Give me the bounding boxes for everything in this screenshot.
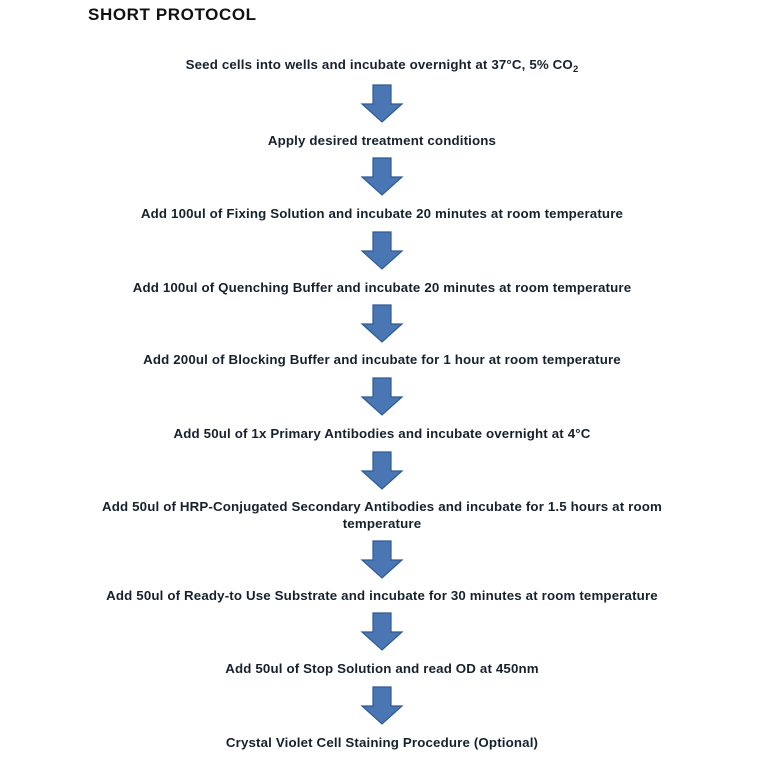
flow-step-text: Add 50ul of Stop Solution and read OD at 450nm xyxy=(225,661,539,676)
flow-container xyxy=(32,30,732,751)
flow-step xyxy=(133,279,632,296)
down-arrow-icon xyxy=(360,304,404,344)
page-title: SHORT PROTOCOL xyxy=(88,5,257,24)
flow-step-subscript: 2 xyxy=(572,64,579,75)
flow-step xyxy=(186,56,579,75)
arrow-slot xyxy=(32,612,732,652)
flow-step-text: Add 200ul of Blocking Buffer and incubate for 1 hour at room temperature xyxy=(143,352,621,367)
down-arrow-icon xyxy=(360,157,404,197)
arrow-slot xyxy=(32,304,732,344)
arrow-slot xyxy=(32,157,732,197)
flow-step xyxy=(143,351,621,368)
arrow-slot xyxy=(32,451,732,491)
flow-step xyxy=(225,660,539,677)
down-arrow-icon xyxy=(360,377,404,417)
flow-step-text: Add 50ul of Ready-to Use Substrate and incubate for 30 minutes at room temperature xyxy=(106,588,658,603)
flow-step xyxy=(102,498,662,532)
flow-step-text: Add 50ul of 1x Primary Antibodies and incubate overnight at 4°C xyxy=(173,426,591,441)
arrow-slot xyxy=(32,231,732,271)
flow-step xyxy=(141,205,623,222)
flow-step xyxy=(226,734,538,751)
down-arrow-icon xyxy=(360,540,404,580)
flow-step-text: Add 100ul of Fixing Solution and incubate 20 minutes at room temperature xyxy=(140,206,624,221)
flow-step-text: Add 50ul of HRP-Conjugated Secondary Antibodies and incubate for 1.5 hours at room temperature xyxy=(102,499,662,531)
flow-step xyxy=(268,132,496,149)
flow-step-text: Seed cells into wells and incubate overnight at 37°C, 5% CO xyxy=(185,57,573,72)
flow-step xyxy=(106,587,658,604)
flow-step-text: Add 100ul of Quenching Buffer and incubate 20 minutes at room temperature xyxy=(132,280,632,295)
arrow-slot xyxy=(32,686,732,726)
flow-step-text: Crystal Violet Cell Staining Procedure (Optional) xyxy=(225,735,539,750)
down-arrow-icon xyxy=(360,231,404,271)
down-arrow-icon xyxy=(360,84,404,124)
down-arrow-icon xyxy=(360,451,404,491)
arrow-slot xyxy=(32,377,732,417)
flow-step xyxy=(174,425,591,442)
protocol-flowchart xyxy=(0,4,764,768)
down-arrow-icon xyxy=(360,612,404,652)
arrow-slot xyxy=(32,84,732,124)
arrow-slot xyxy=(32,540,732,580)
down-arrow-icon xyxy=(360,686,404,726)
flow-step-text: Apply desired treatment conditions xyxy=(267,133,497,148)
